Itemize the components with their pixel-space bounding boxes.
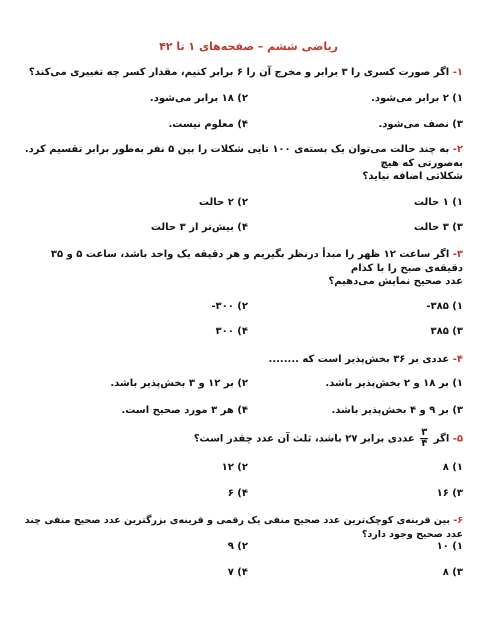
option-4: ۴) بیش‌تر از ۳ حالت <box>150 222 248 233</box>
question-text: اگر صورت کسری را ۳ برابر و مخرج آن را ۶ برابر کنیم، مقدار کسر چه تغییری می‌کند؟ <box>28 67 450 78</box>
question-text: به چند حالت می‌توان یک بسته‌ی ۱۰۰ تایی شکلات را بین ۵ نفر به‌طور برابر تقسیم کرد. به‌صورتی که هیچ <box>24 144 463 169</box>
option-3: ۳) بر ۹ و ۴ بخش‌پذیر باشد. <box>331 405 463 416</box>
option-1: ۱) ۱ حالت <box>413 197 463 208</box>
option-1: ۱) ۳۸۵- <box>426 301 463 312</box>
option-4: ۴) ۶ <box>227 488 248 499</box>
question-number: ۳- <box>452 249 463 260</box>
option-3: ۳) ۳۸۵ <box>430 326 463 337</box>
question-number: ۲- <box>452 144 463 155</box>
option-1: ۱) ۲ برابر می‌شود. <box>371 93 463 104</box>
question-text: عددی بر ۳۶ بخش‌پذیر است که ........ <box>268 354 450 365</box>
fraction-numerator: ۳ <box>421 427 428 438</box>
option-2: ۲) ۱۲ <box>221 462 248 473</box>
question-4 <box>12 353 463 367</box>
option-2: ۲) بر ۱۲ و ۳ بخش‌پذیر باشد. <box>110 378 248 389</box>
option-1: ۱) بر ۱۸ و ۲ بخش‌پذیر باشد. <box>325 378 463 389</box>
fraction-denominator: ۴ <box>421 438 428 449</box>
page-title: ریاضی ششم – صفحه‌های ۱ تا ۴۲ <box>159 40 338 53</box>
option-1: ۱) ۱۰ <box>436 541 463 552</box>
option-3: ۳) نصف می‌شود. <box>378 119 463 130</box>
question-2-line-2: شکلاتی اضافه نیاید؟ <box>362 171 463 182</box>
question-5 <box>12 428 463 449</box>
question-text: بین قرینه‌ی کوچک‌ترین عدد صحیح منفی یک رقمی و قرینه‌ی بزرگترین عدد صحیح منفی چند عدد صحیح وجود دارد؟ <box>24 515 463 540</box>
option-3: ۳) ۱۶ <box>436 488 463 499</box>
option-4: ۴) هر ۳ مورد صحیح است. <box>121 405 248 416</box>
option-2: ۲) ۹ <box>227 541 248 552</box>
question-3 <box>12 248 463 276</box>
question-number: ۱- <box>452 67 463 78</box>
option-1: ۱) ۸ <box>442 462 463 473</box>
option-2: ۲) ۱۸ برابر می‌شود. <box>149 93 248 104</box>
option-4: ۴) معلوم نیست. <box>168 119 248 130</box>
question-number: ۴- <box>452 354 463 365</box>
question-3-line-2: عدد صحیح نمایش می‌دهیم؟ <box>328 276 463 287</box>
option-4: ۴) ۷ <box>227 567 248 578</box>
question-text: اگر ساعت ۱۲ ظهر را مبدأ درنظر بگیریم و هر دقیقه یک واحد باشد، ساعت ۵ و ۳۵ دقیقه‌ی صبح را با کدام <box>50 249 463 274</box>
question-number: ۶- <box>453 515 463 526</box>
question-prefix: اگر <box>433 433 450 445</box>
question-1 <box>12 66 463 80</box>
question-6 <box>12 514 463 542</box>
question-text: عددی برابر ۲۷ باشد، ثلث آن عدد چقدر است؟ <box>193 433 415 445</box>
option-4: ۴) ۳۰۰ <box>215 326 248 337</box>
question-number: ۵- <box>452 433 463 445</box>
option-3: ۳) ۸ <box>442 567 463 578</box>
fraction <box>420 428 428 449</box>
question-2 <box>12 143 463 171</box>
option-2: ۲) ۲ حالت <box>198 197 248 208</box>
option-2: ۲) ۳۰۰- <box>211 301 248 312</box>
option-3: ۳) ۳ حالت <box>413 222 463 233</box>
